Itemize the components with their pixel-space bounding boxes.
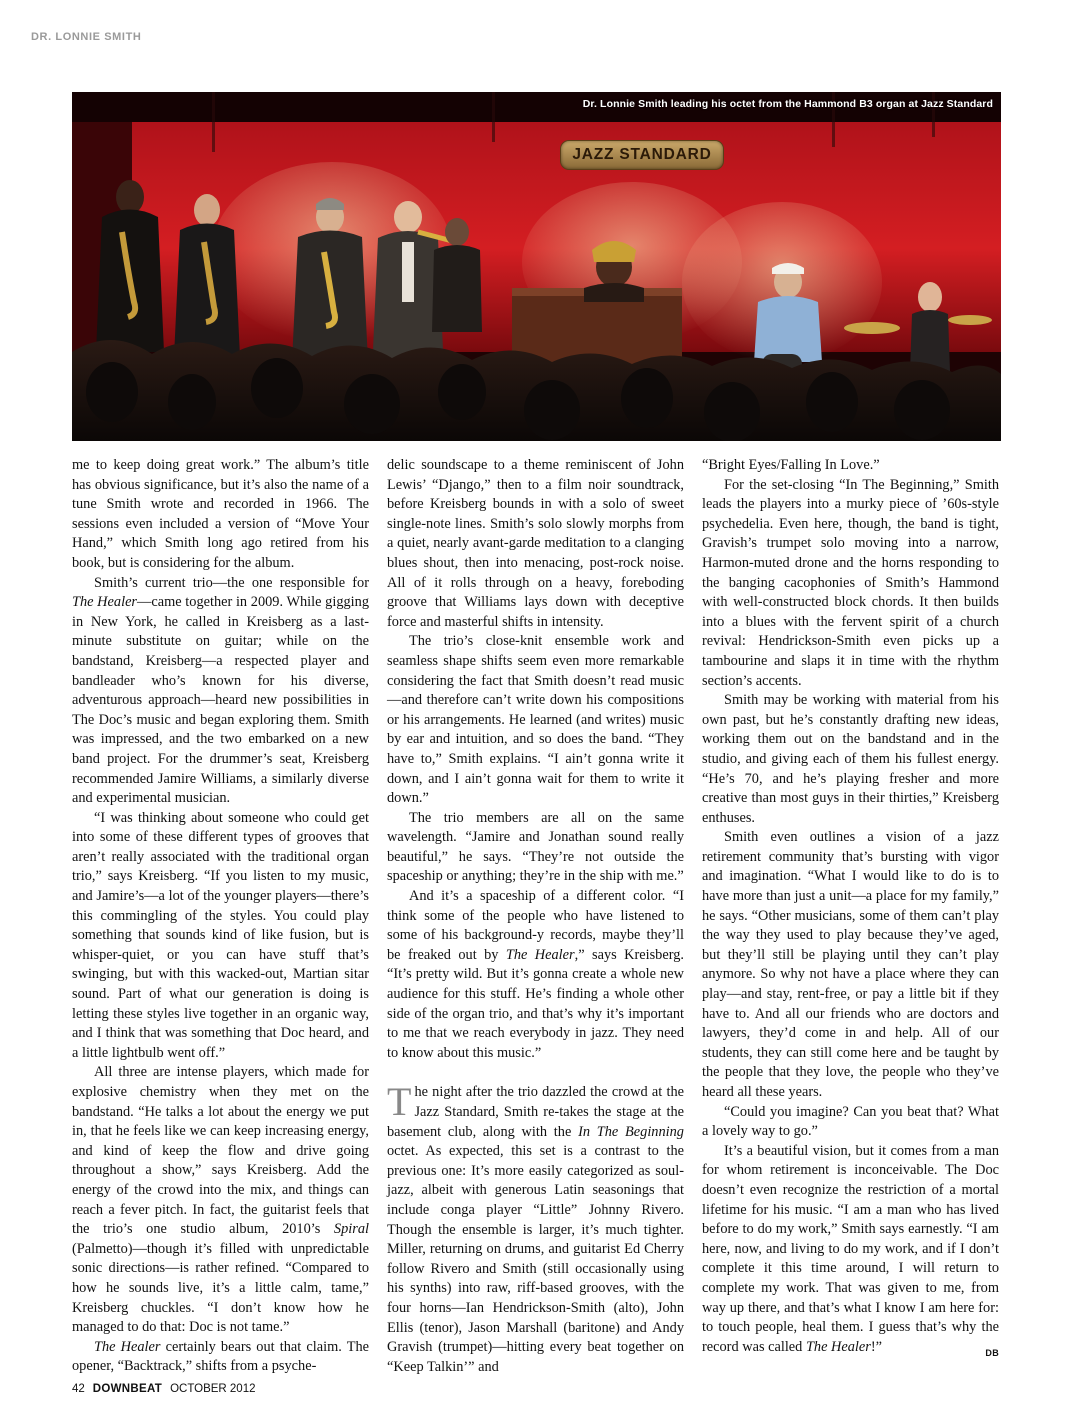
photo-caption: Dr. Lonnie Smith leading his octet from the Hammond B3 organ at Jazz Standard xyxy=(582,98,993,110)
paragraph: “Could you imagine? Can you beat that? What a lovely way to go.” xyxy=(702,1103,999,1140)
paragraph: Smith even outlines a vision of a jazz retirement community that’s bursting with vigor and imagination. “What I would like to do is to have more than just a unit—a place for my family,” he says. “Other musicians, some of them can’t play the way they used to play because they’ve aged, but they’ll still be playing until they can’t play anymore. So why not have a place where they can play—and stay, rent-free, or pay a little bit if they have to. And all our friends who are doctors and lawyers, they’d come in and help. All of our students, they can still come here and be taught by the people that they love, the people who they’ve heard all these years. xyxy=(702,829,999,1100)
end-mark: DB xyxy=(985,1347,999,1358)
article-column-2 xyxy=(387,456,684,1375)
paragraph: For the set-closing “In The Beginning,” Smith leads the players into a murky piece of ’60s-style psychedelia. Even here, though, the band is tight, Gravish’s trumpet solo moving into a narrow, Harmon-muted drone and the horns responding to the banging cacophonies of Smith’s Hammond with well-constructed block chords. It then builds into a blues with the fervent spirit of a church revival: Hendrickson-Smith even picks up a tambourine and slaps it in time with the rhythm section’s accents. xyxy=(702,476,999,689)
paragraph: “Bright Eyes/Falling In Love.” xyxy=(702,457,880,473)
venue-sign: JAZZ STANDARD xyxy=(560,140,724,170)
article-body xyxy=(72,456,1001,1375)
issue-date: OCTOBER 2012 xyxy=(170,1383,256,1395)
paragraph-section-break: The night after the trio dazzled the crowd at the Jazz Standard, Smith re-takes the stage at the basement club, along with the In The Beginning octet. As expected, this set is a contrast to the previous one: It’s more easily categorized as soul-jazz, albeit with generous Latin seasonings that include conga player “Little” Johnny Rivero. Though the ensemble is larger, it’s much tighter. Miller, returning on drums, and guitarist Ed Cherry follow Rivero and Smith (still occasionally using his synths) into raw, riff-based grooves, with the four horns—Ian Hendrickson-Smith (alto), John Ellis (tenor), Jason Marshall (baritone) and Andy Gravish (trumpet)—hitting every beat together on “Keep Talkin’” and xyxy=(387,1079,684,1375)
magazine-name: DOWNBEAT xyxy=(92,1383,163,1395)
section-label: DR. LONNIE SMITH xyxy=(31,31,142,43)
paragraph: “I was thinking about someone who could get into some of these different types of grooves that aren’t really associated with the traditional organ trio,” says Kreisberg. “If you listen to my music, and Jamire’s—a lot of the younger players—there’s this commingling of the styles. You could play something that sounds kind of like fusion, but is whisper-quiet, or you can have stuff that’s swinging, but with this wacked-out, Martian sitar sound. Part of what our generation is doing is letting these styles live together in an organic way, and I think that was something that Doc heard, and a little lightbulb went off.” xyxy=(72,809,369,1061)
album-title: Spiral xyxy=(333,1221,369,1238)
paragraph: Smith may be working with material from his own past, but he’s constantly drafting new ideas, working them out on the bandstand and in the studio, and giving each of them his fullest energy. “He’s 70, and he’s playing fresher and more creative than most guys in their thirties,” Kreisberg enthuses. xyxy=(702,692,999,826)
paragraph: And it’s a spaceship of a different color. “I think some of the people who have listened to some of his background-y records, maybe they’ll be freaked out by The Healer,” says Kreisberg. “It’s pretty wild. But it’s gonna create a whole new audience for this stuff. He’s finding a whole other side of the organ trio, and that’s why it’s important to me that we reach everybody in jazz. They need to know about this music.” xyxy=(387,888,684,1061)
article-column-1 xyxy=(72,456,370,1375)
paragraph: The Healer certainly bears out that claim. The opener, “Backtrack,” shifts from a psyche- xyxy=(72,1338,370,1375)
paragraph: All three are intense players, which made for explosive chemistry when they met on the bandstand. “He talks a lot about the energy we put in, that he feels like we can keep increasing energy, and kind of keep the flow and drive going throughout a show,” says Kreisberg. Add the energy of the crowd into the mix, and things can reach a fever pitch. In fact, the guitarist feels that the trio’s one studio album, 2010’s Spiral (Palmetto)—though it’s filled with unpredictable sonic directions—is rather refined. “Compared to how he sounds live, it’s a little calm, tame,” Kreisberg chuckles. “I don’t know how he managed to do that: Doc is not tame.” xyxy=(72,1064,369,1336)
album-title: The Healer xyxy=(94,1338,161,1355)
paragraph: The trio members are all on the same wavelength. “Jamire and Jonathan sound really beautiful,” he says. “They’re not outside the spaceship or anything; they’re in the ship with me.” xyxy=(387,809,684,885)
album-title: The Healer xyxy=(505,946,575,963)
paragraph: me to keep doing great work.” The album’s title has obvious significance, but it’s also the name of a tune Smith wrote and recorded in 1966. The sessions even included a version of “Move Your Hand,” which Smith long ago retired from his book, but is considering for the album. xyxy=(72,457,369,571)
album-title: The Healer xyxy=(805,1338,871,1355)
paragraph: It’s a beautiful vision, but it comes from a man for whom retirement is inconceivable. The Doc doesn’t even recognize the restriction of a mortal lifetime for his music. “I am a man who has lived before to do my work,” Smith says earnestly. “I am here, now, and living to do my work, and if I don’t complete it this time around, I will return to complete my work. That was given to me, from way up there, and that’s what I know I am here for: to touch people, heal them. I guess that’s why the record was called The Healer!” DB xyxy=(702,1142,999,1358)
page-number: 42 xyxy=(72,1383,85,1395)
paragraph: Smith’s current trio—the one responsible for The Healer—came together in 2009. While gigging in New York, he called in Kreisberg as a last-minute substitute on guitar; while on the bandstand, Kreisberg—a respected player and bandleader who’s known for his diverse, adventurous approach—heard new possibilities in The Doc’s music and began exploring them. Smith was impressed, and the two embarked on a new band project. For the drummer’s seat, Kreisberg recommended Jamire Williams, a similarly diverse and experimental musician. xyxy=(72,574,369,807)
concert-photo xyxy=(72,92,1001,441)
paragraph: delic soundscape to a theme reminiscent of John Lewis’ “Django,” then to a film noir soundtrack, before Kreisberg bounds in with a solo of sweet single-note lines. Smith’s solo slowly morphs from a quiet, nearly avant-garde meditation to a clanging blues shout, then into menacing, post-rock noise. All of it rolls through on a heavy, foreboding groove that Williams lays down with deceptive force and masterful shifts in intensity. xyxy=(387,457,684,630)
drop-cap: T xyxy=(387,1079,412,1125)
paragraph: The trio’s close-knit ensemble work and seamless shape shifts seem even more remarkable considering the fact that Smith doesn’t read music—and therefore can’t write down his compositions or his arrangements. He learned (and writes) music by ear and intuition, and so does the band. “They have to,” Smith explains. “I ain’t gonna write it down, and I ain’t gonna wait for them to write it down.” xyxy=(387,633,684,807)
page-footer xyxy=(72,1383,256,1399)
concert-scene-illustration xyxy=(72,92,1001,441)
album-title: The Healer xyxy=(72,594,138,611)
article-column-3 xyxy=(702,456,999,1356)
album-title: In The Beginning xyxy=(578,1123,684,1140)
